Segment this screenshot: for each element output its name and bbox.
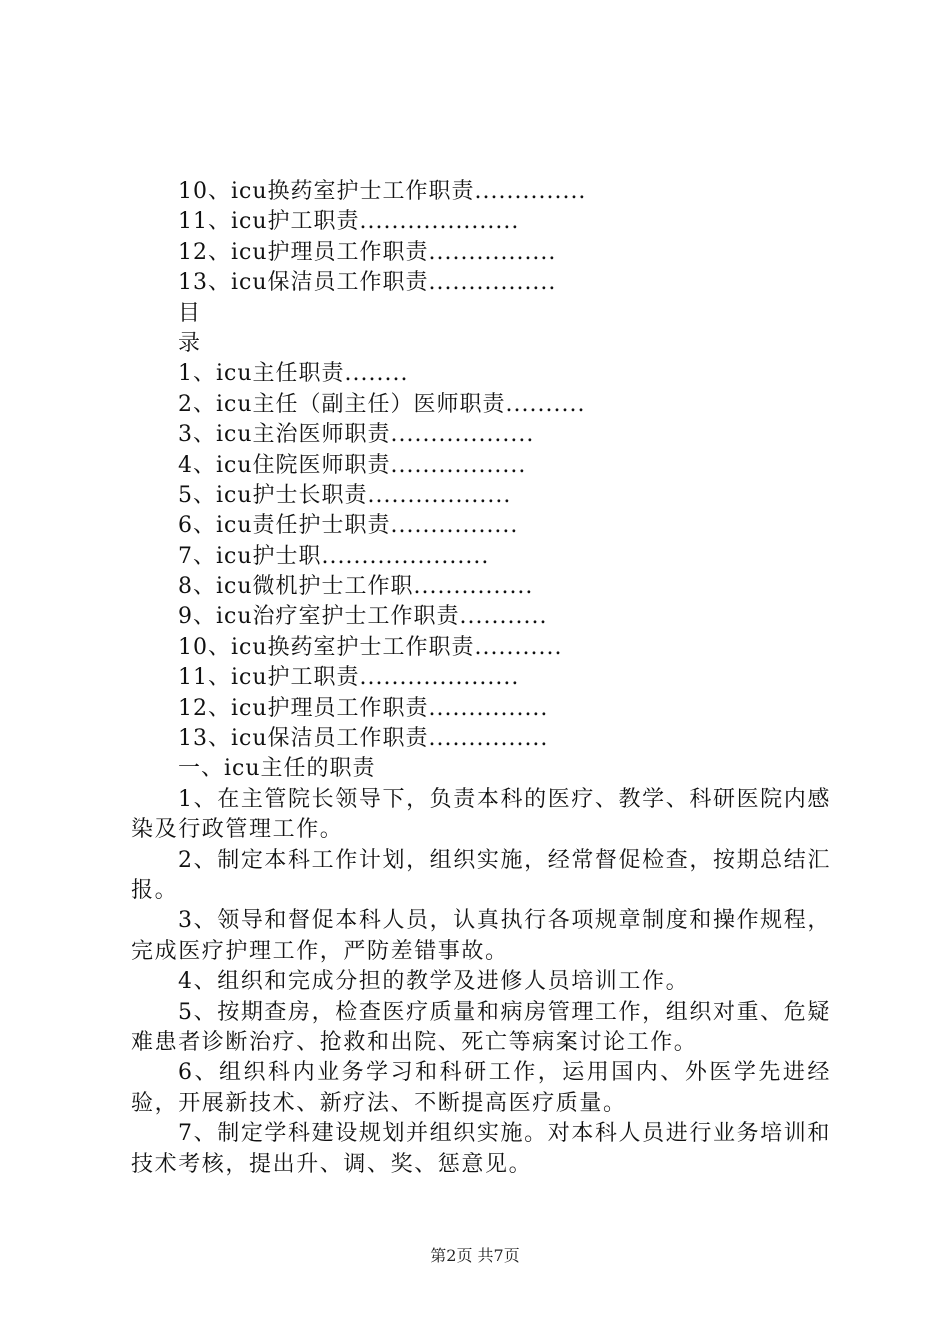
duty-paragraph: 3、领导和督促本科人员，认真执行各项规章制度和操作规程，完成医疗护理工作，严防差错事故。 <box>131 908 831 964</box>
toc-item: 8、icu微机护士工作职............... <box>178 574 534 600</box>
document-body <box>131 177 831 1180</box>
section-title: 一、icu主任的职责 <box>178 756 376 782</box>
duty-paragraph: 4、组织和完成分担的教学及进修人员培训工作。 <box>178 969 690 995</box>
toc-item: 1、icu主任职责........ <box>178 361 409 387</box>
duty-paragraph: 6、组织科内业务学习和科研工作，运用国内、外医学先进经验，开展新技术、新疗法、不断提高医疗质量。 <box>131 1060 831 1116</box>
toc-heading-line2: 录 <box>178 330 202 356</box>
duty-paragraph: 2、制定本科工作计划，组织实施，经常督促检查，按期总结汇报。 <box>131 847 831 904</box>
page-number-footer: 第2页 共7页 <box>430 1246 520 1265</box>
toc-item: 7、icu护士职..................... <box>178 543 490 569</box>
toc-item: 11、icu护工职责.................... <box>178 665 520 691</box>
toc-item: 11、icu护工职责.................... <box>178 209 520 235</box>
duty-paragraph: 5、按期查房，检查医疗质量和病房管理工作，组织对重、危疑难患者诊断治疗、抢救和出院、死亡等病案讨论工作。 <box>131 999 831 1055</box>
toc-item: 3、icu主治医师职责.................. <box>178 422 535 448</box>
toc-item: 4、icu住院医师职责................. <box>178 452 527 478</box>
toc-item: 10、icu换药室护士工作职责.............. <box>178 179 587 204</box>
toc-item: 5、icu护士长职责.................. <box>178 482 512 508</box>
toc-item: 13、icu保洁员工作职责............... <box>178 726 549 752</box>
duty-paragraph: 7、制定学科建设规划并组织实施。对本科人员进行业务培训和技术考核，提出升、调、奖、惩意见。 <box>131 1121 831 1177</box>
toc-heading-line1: 目 <box>178 300 202 326</box>
toc-item: 13、icu保洁员工作职责................ <box>178 270 557 296</box>
toc-item: 12、icu护理员工作职责............... <box>178 695 549 721</box>
toc-item: 6、icu责任护士职责................ <box>178 513 519 539</box>
table-of-contents <box>131 359 831 754</box>
duty-paragraph: 1、在主管院长领导下，负责本科的医疗、教学、科研医院内感染及行政管理工作。 <box>131 786 831 843</box>
toc-item: 9、icu治疗室护士工作职责........... <box>178 604 548 630</box>
duties-list <box>131 785 831 1180</box>
toc-item: 2、icu主任（副主任）医师职责.......... <box>178 391 586 417</box>
toc-continuation <box>131 177 831 299</box>
toc-item: 10、icu换药室护士工作职责........... <box>178 634 563 660</box>
toc-item: 12、icu护理员工作职责................ <box>178 239 557 265</box>
